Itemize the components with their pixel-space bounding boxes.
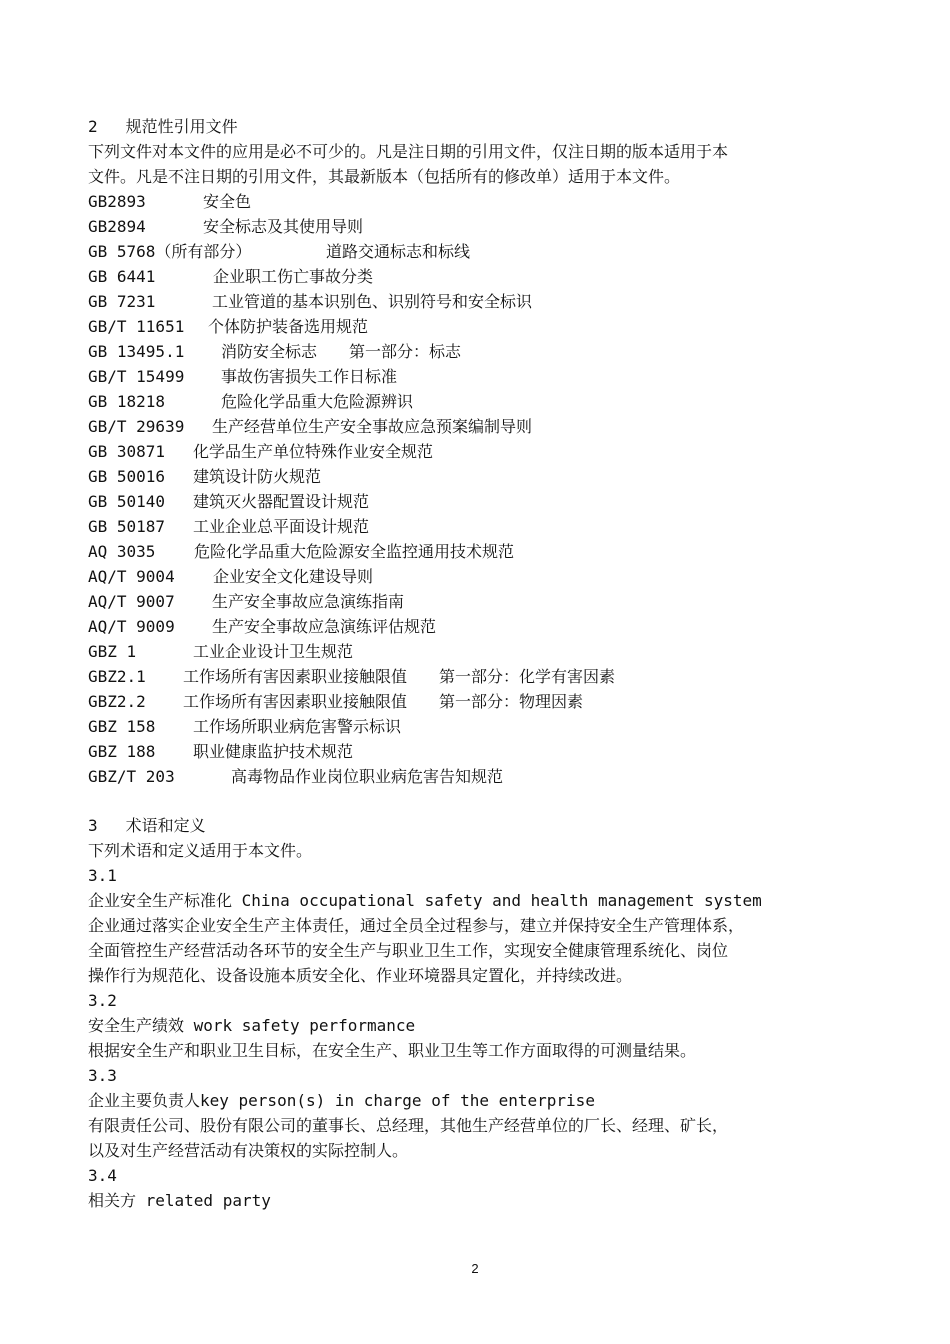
reference-item xyxy=(88,714,401,739)
reference-code: GBZ2.1 xyxy=(88,667,146,686)
reference-code: GB/T 15499 xyxy=(88,367,185,386)
reference-item xyxy=(88,289,532,314)
reference-title: 道路交通标志和标线 xyxy=(326,242,471,261)
paragraph-line: 文件。凡是不注日期的引用文件，其最新版本（包括所有的修改单）适用于本文件。 xyxy=(88,167,681,186)
section-title: 术语和定义 xyxy=(125,816,206,835)
reference-code: GBZ2.2 xyxy=(88,692,146,711)
paragraph-line: 下列术语和定义适用于本文件。 xyxy=(88,841,313,860)
reference-item xyxy=(88,264,373,289)
reference-code: AQ 3035 xyxy=(88,542,156,561)
reference-item xyxy=(88,689,583,714)
term-definition-line: 以及对生产经营活动有决策权的实际控制人。 xyxy=(88,1141,409,1160)
reference-title: 生产安全事故应急演练指南 xyxy=(212,592,405,611)
reference-title: 危险化学品重大危险源安全监控通用技术规范 xyxy=(194,542,515,561)
reference-code: GB 30871 xyxy=(88,442,166,461)
reference-item xyxy=(88,439,433,464)
reference-code: GB/T 11651 xyxy=(88,317,185,336)
reference-title: 安全标志及其使用导则 xyxy=(203,217,364,236)
reference-code: GB 5768（所有部分） xyxy=(88,242,252,261)
reference-item xyxy=(88,364,397,389)
term-definition-line: 操作行为规范化、设备设施本质安全化、作业环境器具定置化，并持续改进。 xyxy=(88,966,633,985)
reference-item xyxy=(88,539,514,564)
reference-item xyxy=(88,339,461,364)
section-2-heading xyxy=(88,114,238,139)
reference-title: 安全色 xyxy=(203,192,252,211)
reference-title: 职业健康监护技术规范 xyxy=(193,742,354,761)
term-definition-line: 有限责任公司、股份有限公司的董事长、总经理，其他生产经营单位的厂长、经理、矿长， xyxy=(88,1116,729,1135)
reference-title: 工作场所有害因素职业接触限值 第一部分：物理因素 xyxy=(183,692,584,711)
reference-code: GB 18218 xyxy=(88,392,166,411)
term-definition-line: 全面管控生产经营活动各环节的安全生产与职业卫生工作，实现安全健康管理系统化、岗位 xyxy=(88,941,729,960)
reference-item xyxy=(88,564,373,589)
reference-title: 企业安全文化建设导则 xyxy=(213,567,374,586)
reference-title: 化学品生产单位特殊作业安全规范 xyxy=(193,442,434,461)
reference-code: GBZ 158 xyxy=(88,717,156,736)
page-number: 2 xyxy=(471,1261,479,1276)
reference-code: GBZ 188 xyxy=(88,742,156,761)
term-title: 安全生产绩效 work safety performance xyxy=(88,1016,416,1035)
term-number: 3.1 xyxy=(88,866,117,885)
reference-item xyxy=(88,664,615,689)
reference-title: 个体防护装备选用规范 xyxy=(208,317,369,336)
term-title: 企业安全生产标准化 China occupational safety and health management system xyxy=(88,891,762,910)
reference-code: GB 50016 xyxy=(88,467,166,486)
reference-title: 建筑灭火器配置设计规范 xyxy=(193,492,370,511)
reference-title: 生产经营单位生产安全事故应急预案编制导则 xyxy=(212,417,533,436)
reference-item xyxy=(88,489,369,514)
reference-item xyxy=(88,464,321,489)
reference-item xyxy=(88,414,532,439)
reference-code: GB 50187 xyxy=(88,517,166,536)
reference-item xyxy=(88,314,368,339)
term-definition-line: 企业通过落实企业安全生产主体责任，通过全员全过程参与，建立并保持安全生产管理体系， xyxy=(88,916,745,935)
section-number: 3 xyxy=(88,816,98,835)
reference-code: AQ/T 9004 xyxy=(88,567,175,586)
reference-item xyxy=(88,214,363,239)
reference-item xyxy=(88,589,404,614)
paragraph-line: 下列文件对本文件的应用是必不可少的。凡是注日期的引用文件，仅注日期的版本适用于本 xyxy=(88,142,729,161)
reference-item xyxy=(88,189,251,214)
reference-code: GB 6441 xyxy=(88,267,156,286)
reference-code: GB2893 xyxy=(88,192,146,211)
reference-item xyxy=(88,389,413,414)
reference-code: GB2894 xyxy=(88,217,146,236)
reference-code: GB 7231 xyxy=(88,292,156,311)
reference-title: 建筑设计防火规范 xyxy=(193,467,322,486)
reference-code: GB/T 29639 xyxy=(88,417,185,436)
reference-title: 企业职工伤亡事故分类 xyxy=(213,267,374,286)
term-number: 3.3 xyxy=(88,1066,117,1085)
reference-title: 工作场所有害因素职业接触限值 第一部分：化学有害因素 xyxy=(183,667,616,686)
term-number: 3.2 xyxy=(88,991,117,1010)
reference-item xyxy=(88,614,436,639)
section-3-heading xyxy=(88,813,206,838)
reference-item xyxy=(88,739,353,764)
reference-item xyxy=(88,764,503,789)
section-title: 规范性引用文件 xyxy=(125,117,238,136)
reference-code: GBZ/T 203 xyxy=(88,767,175,786)
reference-title: 高毒物品作业岗位职业病危害告知规范 xyxy=(231,767,504,786)
reference-code: AQ/T 9009 xyxy=(88,617,175,636)
reference-title: 工业企业总平面设计规范 xyxy=(193,517,370,536)
reference-item xyxy=(88,514,369,539)
reference-code: GBZ 1 xyxy=(88,642,137,661)
reference-code: AQ/T 9007 xyxy=(88,592,175,611)
reference-item xyxy=(88,639,353,664)
reference-code: GB 50140 xyxy=(88,492,166,511)
reference-title: 工业企业设计卫生规范 xyxy=(193,642,354,661)
reference-title: 危险化学品重大危险源辨识 xyxy=(221,392,414,411)
term-number: 3.4 xyxy=(88,1166,117,1185)
reference-title: 事故伤害损失工作日标准 xyxy=(221,367,398,386)
reference-title: 消防安全标志 第一部分：标志 xyxy=(221,342,462,361)
reference-code: GB 13495.1 xyxy=(88,342,185,361)
reference-title: 工业管道的基本识别色、识别符号和安全标识 xyxy=(212,292,533,311)
term-definition-line: 根据安全生产和职业卫生目标，在安全生产、职业卫生等工作方面取得的可测量结果。 xyxy=(88,1041,697,1060)
section-number: 2 xyxy=(88,117,98,136)
reference-title: 工作场所职业病危害警示标识 xyxy=(193,717,402,736)
reference-item xyxy=(88,239,470,264)
term-title: 企业主要负责人key person(s) in charge of the enterprise xyxy=(88,1091,595,1110)
reference-title: 生产安全事故应急演练评估规范 xyxy=(212,617,437,636)
term-title: 相关方 related party xyxy=(88,1191,271,1210)
